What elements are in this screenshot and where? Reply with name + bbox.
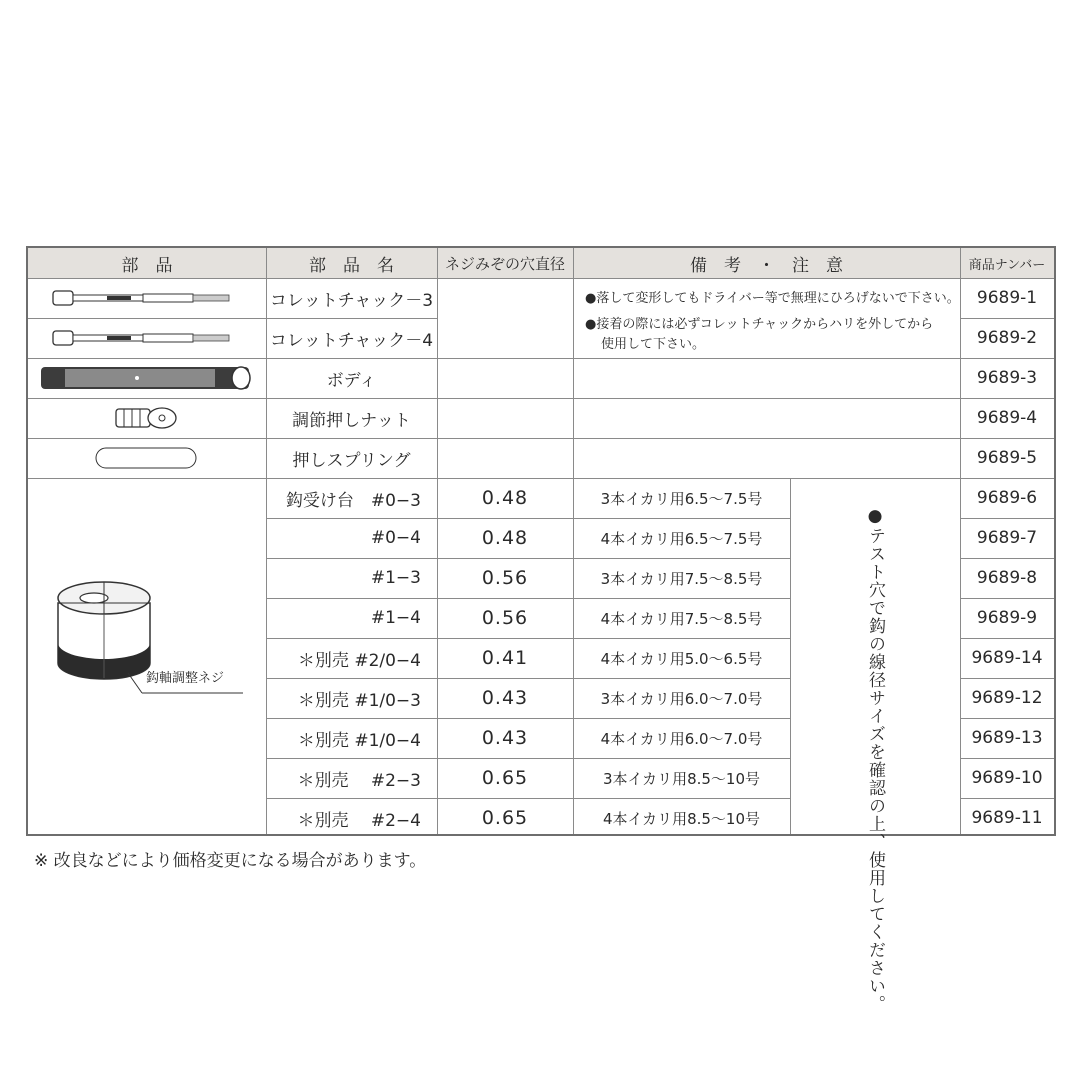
- hole-diameter: 0.41: [481, 647, 529, 669]
- remark: 4本イカリ用5.0〜6.5号: [600, 649, 763, 668]
- remark: 3本イカリ用6.5〜7.5号: [600, 489, 763, 508]
- part-image-5: [28, 438, 266, 478]
- remark: 3本イカリ用6.0〜7.0号: [600, 689, 763, 708]
- note-2b: 使用して下さい。: [601, 336, 706, 352]
- product-number: 9689-8: [976, 568, 1038, 588]
- row-divider: [28, 398, 1054, 399]
- part-name: ＊別売 #2−3: [297, 770, 421, 791]
- row-divider: [960, 518, 1054, 519]
- row-divider: [960, 758, 1054, 759]
- header-remarks: 備 考 ・ 注 意: [573, 248, 960, 278]
- row-divider: [960, 678, 1054, 679]
- row-divider: [266, 798, 790, 799]
- header-hole-diameter: ネジみぞの穴直径: [437, 248, 573, 278]
- product-number: 9689-13: [971, 728, 1043, 748]
- column-divider: [790, 478, 791, 834]
- vertical-note: ●テスト穴で鈎の線径サイズを確認の上、使用してください。: [865, 506, 885, 1013]
- part-name: 調節押しナット: [292, 410, 411, 431]
- part-name: ボディ: [326, 370, 377, 391]
- part-name: #1−4: [370, 608, 421, 628]
- body-icon: [37, 363, 257, 393]
- product-number: 9689-9: [976, 608, 1038, 628]
- part-name: #1−3: [370, 568, 421, 588]
- part-image-1: [28, 278, 266, 318]
- remark: 4本イカリ用7.5〜8.5号: [600, 609, 763, 628]
- column-divider: [960, 248, 961, 834]
- hook-seat-icon: [28, 478, 266, 834]
- collet-chuck-icon: [47, 288, 247, 308]
- part-name: ＊別売 #1/0−4: [297, 730, 421, 751]
- row-divider: [960, 718, 1054, 719]
- hole-diameter: 0.43: [481, 727, 529, 749]
- note-1: ●落して変形してもドライバー等で無理にひろげないで下さい。: [585, 290, 960, 306]
- remark: 4本イカリ用6.0〜7.0号: [600, 729, 763, 748]
- row-divider: [960, 598, 1054, 599]
- row-divider: [960, 798, 1054, 799]
- remark: 3本イカリ用7.5〜8.5号: [600, 569, 763, 588]
- row-divider: [28, 358, 1054, 359]
- product-number: 9689-1: [976, 288, 1038, 308]
- product-number: 9689-5: [976, 448, 1038, 468]
- row-divider: [28, 318, 437, 319]
- spring-icon: [92, 445, 202, 471]
- row-divider: [28, 278, 1054, 279]
- part-image-4: [28, 398, 266, 438]
- column-divider: [573, 248, 574, 834]
- part-name: ＊別売 #2/0−4: [297, 650, 421, 671]
- part-name: コレットチャック－3: [269, 290, 434, 311]
- column-divider: [437, 248, 438, 834]
- hole-diameter: 0.65: [481, 767, 529, 789]
- product-number: 9689-10: [971, 768, 1043, 788]
- hole-diameter: 0.56: [481, 567, 529, 589]
- row-divider: [266, 678, 790, 679]
- product-number: 9689-14: [971, 648, 1043, 668]
- header-part-image: 部 品: [28, 248, 266, 278]
- part-name: コレットチャック－4: [269, 330, 434, 351]
- collet-chuck-icon: [47, 328, 247, 348]
- row-divider: [266, 718, 790, 719]
- product-number: 9689-7: [976, 528, 1038, 548]
- part-name: ＊別売 #2−4: [297, 810, 421, 831]
- row-divider: [960, 638, 1054, 639]
- row-divider: [266, 598, 790, 599]
- header-product-number: 商品ナンバー: [960, 248, 1054, 278]
- product-number: 9689-12: [971, 688, 1043, 708]
- part-name: 押しスプリング: [292, 450, 411, 471]
- row-divider: [960, 318, 1054, 319]
- hook-seat-image: [28, 478, 266, 834]
- hole-diameter: 0.48: [481, 527, 529, 549]
- part-image-2: [28, 318, 266, 358]
- part-name: ＊別売 #1/0−3: [297, 690, 421, 711]
- hook-shaft-screw-label: 鈎軸調整ネジ: [146, 670, 225, 686]
- product-number: 9689-6: [976, 488, 1038, 508]
- header-part-name: 部 品 名: [266, 248, 437, 278]
- remark: 4本イカリ用6.5〜7.5号: [600, 529, 763, 548]
- product-number: 9689-2: [976, 328, 1038, 348]
- hole-diameter: 0.43: [481, 687, 529, 709]
- part-name: 鈎受け台 #0−3: [285, 490, 421, 511]
- adjust-nut-icon: [112, 405, 182, 431]
- remark: 4本イカリ用8.5〜10号: [602, 809, 761, 828]
- note-2a: ●接着の際には必ずコレットチャックからハリを外してから: [585, 316, 934, 332]
- product-number: 9689-4: [976, 408, 1038, 428]
- row-divider: [266, 558, 790, 559]
- part-name: #0−4: [370, 528, 421, 548]
- row-divider: [28, 438, 1054, 439]
- row-divider: [266, 518, 790, 519]
- product-number: 9689-11: [971, 808, 1043, 828]
- row-divider: [266, 758, 790, 759]
- vertical-note-cell: [790, 478, 960, 1013]
- row-divider: [28, 478, 1054, 479]
- column-divider: [266, 248, 267, 834]
- hole-diameter: 0.56: [481, 607, 529, 629]
- hole-diameter: 0.48: [481, 487, 529, 509]
- footnote: ※ 改良などにより価格変更になる場合があります。: [34, 851, 427, 871]
- part-image-3: [28, 358, 266, 398]
- hole-diameter: 0.65: [481, 807, 529, 829]
- row-divider: [266, 638, 790, 639]
- remark: 3本イカリ用8.5〜10号: [602, 769, 761, 788]
- product-number: 9689-3: [976, 368, 1038, 388]
- row-divider: [960, 558, 1054, 559]
